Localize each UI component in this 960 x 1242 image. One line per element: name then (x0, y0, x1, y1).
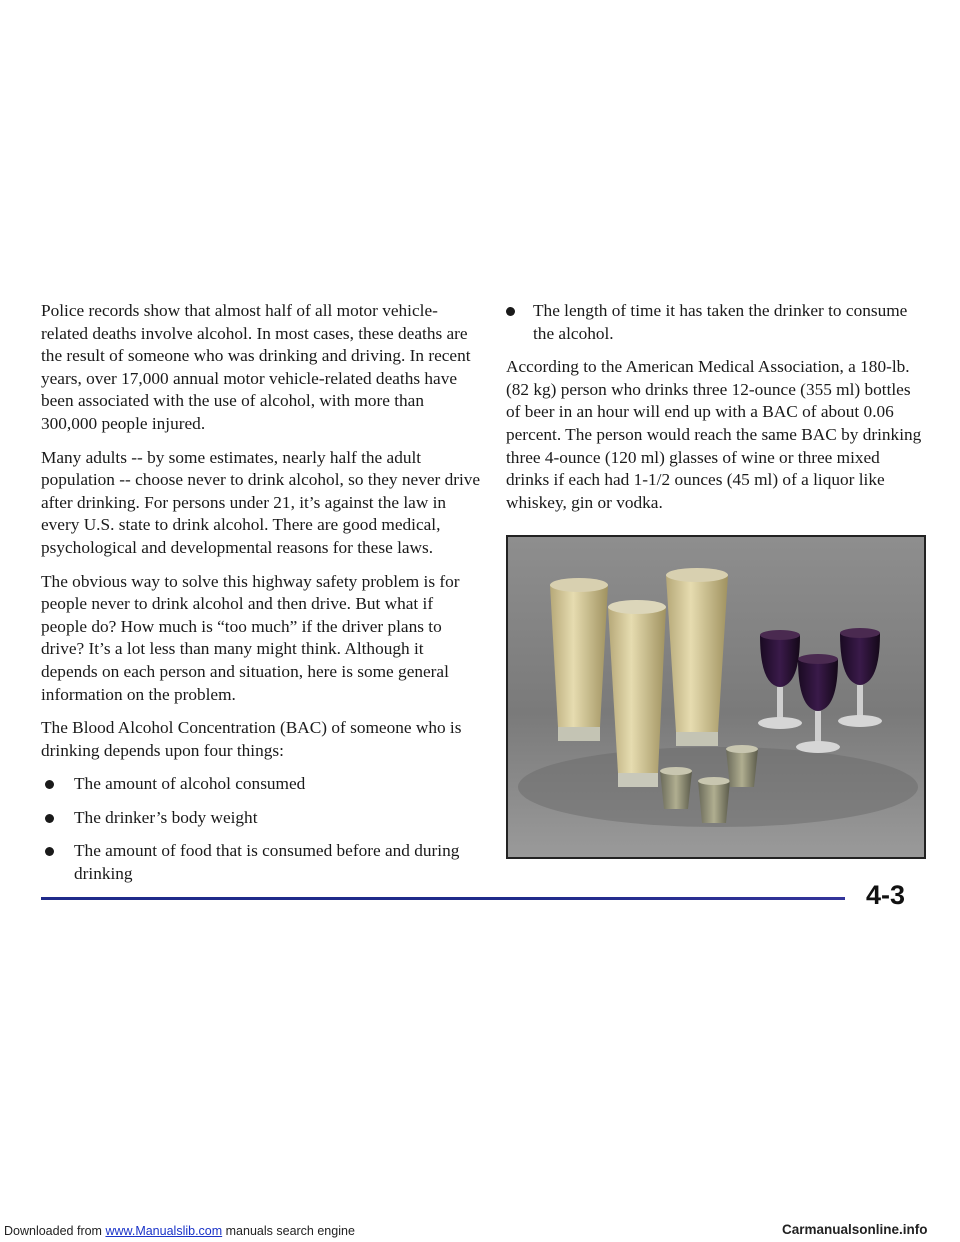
bullet-icon (45, 847, 54, 856)
manualslib-link[interactable]: www.Manualslib.com (105, 1224, 223, 1238)
list-item: The length of time it has taken the drinker to consume the alcohol. (506, 300, 924, 345)
paragraph-bac-intro: The Blood Alcohol Concentration (BAC) of someone who is drinking depends upon four things: (41, 718, 462, 760)
beer-glass-left (550, 578, 608, 741)
bac-factors-list-continued (506, 300, 924, 345)
drinks-photo (506, 535, 926, 859)
download-footer: Downloaded from www.Manualslib.com manuals search engine (4, 1224, 355, 1238)
paragraph-adults-abstain: Many adults -- by some estimates, nearly half the adult population -- choose never to drink alcohol, so they never drive after drinking. For persons under 21, it’s against the law in every U.S. state to drink alcohol. There are good medical, psychological and developmental reasons for these laws. (41, 447, 481, 557)
shot-glass-1 (660, 767, 692, 809)
shot-glass-3 (726, 745, 758, 787)
left-column (41, 300, 483, 897)
list-item: The amount of alcohol consumed (41, 773, 483, 796)
list-item: The amount of food that is consumed before and during drinking (41, 840, 483, 885)
page-divider-rule (41, 897, 845, 900)
list-item: The drinker’s body weight (41, 807, 483, 830)
watermark-footer: Carmanualsonline.info (782, 1222, 928, 1237)
bullet-icon (45, 814, 54, 823)
beer-glass-right (666, 568, 728, 746)
paragraph-ama-bac: According to the American Medical Association, a 180-lb. (82 kg) person who drinks three 12-ounce (355 ml) bottles of beer in an hour will end up with a BAC of about 0.06 percent. The person would reach the same BAC by drinking three 4-ounce (120 ml) glasses of wine or three mixed drinks if each had 1-1/2 ounces (45 ml) of a liquor like whiskey, gin or vodka. (506, 357, 922, 512)
page-number: 4-3 (866, 880, 906, 910)
paragraph-too-much: The obvious way to solve this highway safety problem is for people never to drink alcohol and then drive. But what if people do? How much is “too much” if the driver plans to drive? It’s a lot less than many might think. Although it depends on each person and situation, here is some general information on the problem. (41, 571, 460, 704)
bullet-icon (506, 307, 515, 316)
right-column (506, 300, 924, 525)
bullet-icon (45, 780, 54, 789)
bac-factors-list (41, 773, 483, 885)
paragraph-alcohol-deaths: Police records show that almost half of all motor vehicle-related deaths involve alcohol. In most cases, these deaths are the result of someone who was drinking and driving. In recent years, over 17,000 annual motor vehicle-related deaths have been associated with the use of alcohol, with more than 300,000 people injured. (41, 301, 471, 433)
shot-glass-2 (698, 777, 730, 823)
